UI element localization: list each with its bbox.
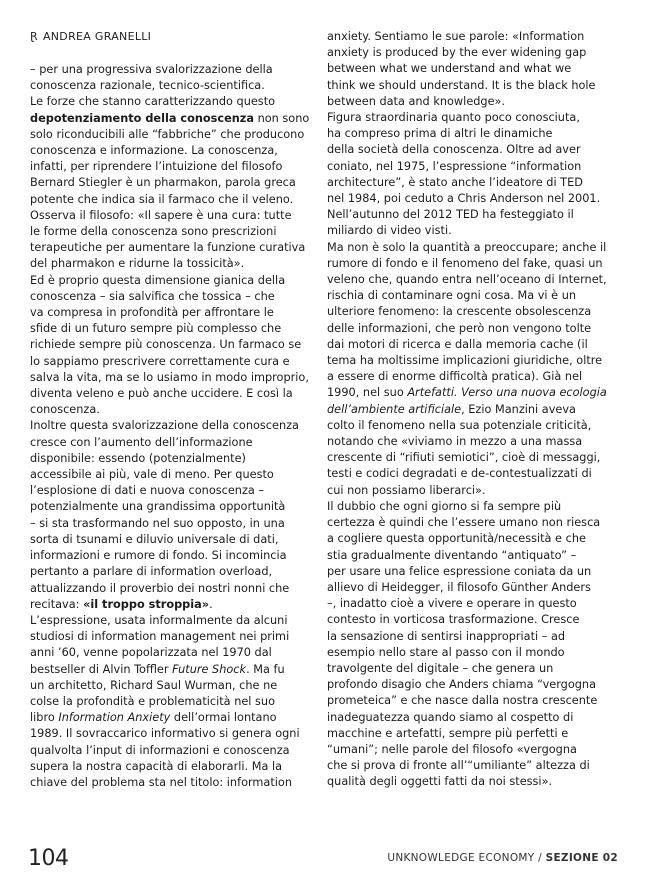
text-line	[30, 127, 316, 143]
text-run: lo sappiamo prescrivere correttamente cura e	[30, 354, 290, 368]
text-line	[327, 499, 619, 515]
text-run: va compresa in profondità per affrontare le	[30, 306, 274, 320]
text-run: anni ’60, venne popolarizzata nel 1970 dal	[30, 646, 272, 660]
text-run: Inoltre questa svalorizzazione della conoscenza	[30, 419, 299, 433]
text-line	[30, 256, 316, 272]
text-run: conoscenza e informazione. La conoscenza,	[30, 144, 278, 158]
text-line	[30, 532, 316, 548]
text-run: Osserva il filosofo: «Il sapere è una cura: tutte	[30, 208, 292, 222]
text-run: salva la vita, ma se lo usiamo in modo improprio,	[30, 370, 309, 384]
text-run: libro	[30, 711, 59, 725]
text-line	[327, 580, 619, 596]
text-line	[30, 743, 316, 759]
text-run: – si sta trasformando nel suo opposto, in una	[30, 516, 285, 530]
text-line	[30, 678, 316, 694]
text-run: attualizzando il proverbio dei nostri nonni che	[30, 581, 290, 595]
text-line	[327, 29, 619, 45]
text-run: colse la profondità e problematicità nel suo	[30, 694, 275, 708]
text-line	[327, 450, 619, 466]
text-line	[30, 386, 316, 402]
text-line	[327, 175, 619, 191]
text-run: Ed è proprio questa dimensione gianica della	[30, 273, 286, 287]
text-run: Nell’autunno del 2012 TED ha festeggiato il	[327, 208, 574, 222]
text-line	[30, 159, 316, 175]
text-line	[30, 321, 316, 337]
text-line	[30, 78, 316, 94]
text-run: informazioni e rumore di fondo. Si incomincia	[30, 549, 287, 563]
text-run: anxiety is produced by the ever widening gap	[327, 46, 587, 60]
text-run: 1990, nel suo	[327, 386, 408, 400]
text-line	[327, 774, 619, 790]
text-line	[327, 191, 619, 207]
text-line	[30, 759, 316, 775]
text-line	[327, 272, 619, 288]
text-line	[30, 418, 316, 434]
text-line	[30, 694, 316, 710]
text-line	[327, 159, 619, 175]
text-run: della società della conoscenza. Oltre ad aver	[327, 143, 581, 157]
italic-text: dell’ambiente artificiale	[327, 402, 462, 416]
text-line	[30, 645, 316, 661]
text-line	[327, 434, 619, 450]
text-run: dell’ormai lontano	[170, 711, 277, 725]
text-run: per usare una felice espressione coniata da un	[327, 564, 592, 578]
text-line	[30, 94, 316, 110]
text-run: Le forze che stanno caratterizzando questo	[30, 95, 276, 109]
text-run: qualità degli oggetti fatti da noi stessi».	[327, 775, 553, 789]
text-line	[30, 516, 316, 532]
text-line	[327, 515, 619, 531]
running-footer	[387, 852, 618, 864]
text-run: bestseller di Alvin Toffler	[30, 662, 173, 676]
text-line	[327, 61, 619, 77]
section-label: SEZIONE 02	[545, 852, 618, 864]
text-run: tema ha moltissime implicazioni giuridiche, oltre	[327, 354, 603, 368]
text-run: Il dubbio che ogni giorno si fa sempre più	[327, 499, 562, 513]
text-line	[327, 596, 619, 612]
text-run: conoscenza.	[30, 403, 100, 417]
text-run: che si prova di fronte all’“umiliante” altezza di	[327, 759, 590, 773]
text-line	[327, 742, 619, 758]
text-run: 1989. Il sovraccarico informativo si genera ogni	[30, 727, 300, 741]
text-line	[327, 402, 619, 418]
text-run: diventa veleno e può anche uccidere. E così la	[30, 387, 293, 401]
italic-text: Future Shock	[172, 662, 247, 676]
text-line	[30, 240, 316, 256]
text-run: – per una progressiva svalorizzazione della	[30, 63, 273, 76]
text-run: “umani”; nelle parole del filosofo «vergogna	[327, 742, 577, 756]
text-run: disponibile: essendo (potenzialmente)	[30, 451, 246, 465]
bold-text: «il troppo stroppia»	[83, 597, 210, 611]
text-run: between what we understand and what we	[327, 62, 572, 76]
text-line	[327, 110, 619, 126]
text-line	[327, 645, 619, 661]
italic-text: Artefatti. Verso una nuova ecologia	[407, 386, 607, 400]
text-run: esempio nello stare al passo con il mondo	[327, 645, 565, 659]
text-line	[30, 581, 316, 597]
text-run: profondo disagio che Anders chiama “vergogna	[327, 678, 596, 692]
text-line	[30, 111, 316, 127]
text-run: miliardo di video visti.	[327, 224, 452, 238]
text-line	[30, 451, 316, 467]
page-number: 104	[28, 846, 69, 871]
text-run: terapeutiche per aumentare la funzione curativa	[30, 241, 306, 255]
text-line	[327, 466, 619, 482]
text-run: –, inadatto cioè a vivere e operare in questo	[327, 597, 577, 611]
text-run: Ma non è solo la quantità a preoccupare; anche il	[327, 240, 607, 254]
author-name: ANDREA GRANELLI	[42, 30, 152, 43]
text-run: stia gradualmente diventando “antiquato” –	[327, 548, 577, 562]
text-line	[30, 305, 316, 321]
text-run: chiave del problema sta nel titolo: information	[30, 775, 292, 789]
text-run: coniato, nel 1975, l’espressione “information	[327, 159, 582, 173]
text-run: notando che «viviamo in mezzo a una massa	[327, 435, 583, 449]
text-run: between data and knowledge».	[327, 94, 506, 108]
text-line	[30, 208, 316, 224]
text-run: delle informazioni, che però non vengono tolte	[327, 321, 592, 335]
text-line	[327, 78, 619, 94]
text-run: macchine e artefatti, sempre più perfetti e	[327, 726, 569, 740]
text-line	[30, 629, 316, 645]
text-run: prometeica” e che nasce dalla nostra crescente	[327, 694, 598, 708]
text-line	[30, 224, 316, 240]
text-line	[327, 548, 619, 564]
text-line	[30, 370, 316, 386]
text-line	[327, 321, 619, 337]
text-run: qualvolta l’input di informazioni e conoscenza	[30, 743, 290, 757]
text-line	[30, 548, 316, 564]
text-line	[30, 289, 316, 305]
text-line	[327, 677, 619, 693]
text-run: nel 1984, poi ceduto a Chris Anderson nel 2001.	[327, 192, 601, 206]
text-line	[30, 499, 316, 515]
text-run: allievo di Heidegger, il filosofo Günther Anders	[327, 580, 591, 594]
text-line	[327, 564, 619, 580]
text-line	[30, 273, 316, 289]
text-run: solo riconducibili alle “fabbriche” che producono	[30, 127, 305, 141]
text-line	[327, 337, 619, 353]
text-run: non sono	[253, 111, 310, 125]
text-line	[327, 353, 619, 369]
text-run: sfide di un futuro sempre più complesso che	[30, 322, 282, 336]
text-run: a cogliere questa opportunità/necessità e che	[327, 532, 586, 546]
text-line	[30, 354, 316, 370]
text-line	[30, 613, 316, 629]
text-line	[327, 142, 619, 158]
text-run: infatti, per riprendere l’intuizione del filosofo	[30, 160, 283, 174]
text-run: del pharmakon e ridurne la tossicità».	[30, 257, 245, 271]
text-run: cresce con l’aumento dell’informazione	[30, 435, 253, 449]
text-run: . Ma fu	[246, 662, 285, 676]
running-header	[30, 30, 151, 43]
text-run: ulteriore fenomeno: la crescente obsolescenza	[327, 305, 592, 319]
text-run: a essere di enorme difficoltà pratica). Già nel	[327, 370, 583, 384]
text-line	[327, 483, 619, 499]
text-line	[327, 126, 619, 142]
text-run: richiede sempre più conoscenza. Un farmaco se	[30, 338, 302, 352]
text-line	[30, 143, 316, 159]
text-line	[327, 612, 619, 628]
text-run: ha compreso prima di altri le dinamiche	[327, 127, 553, 141]
text-run: colto il fenomeno nella sua potenziale criticità,	[327, 418, 592, 432]
text-line	[327, 629, 619, 645]
text-line	[327, 223, 619, 239]
right-text-column	[327, 29, 619, 791]
text-run: dai motori di ricerca e dalla memoria cache (il	[327, 337, 588, 351]
text-line	[30, 710, 316, 726]
text-run: testi e codici degradati e de-contestualizzati di	[327, 467, 592, 481]
text-run: veleno che, quando entra nell’oceano di Internet,	[327, 273, 607, 287]
text-run: inadeguatezza quando siamo al cospetto di	[327, 710, 574, 724]
text-run: anxiety. Sentiamo le sue parole: «Information	[327, 30, 585, 43]
text-line	[327, 693, 619, 709]
bold-text: depotenziamento della conoscenza	[30, 111, 254, 125]
text-run: recitava:	[30, 597, 84, 611]
text-line	[327, 758, 619, 774]
text-line	[327, 288, 619, 304]
text-run: potente che indica sia il farmaco che il veleno.	[30, 192, 294, 206]
text-line	[30, 662, 316, 678]
running-title: UNKNOWLEDGE ECONOMY /	[387, 852, 542, 864]
text-line	[30, 435, 316, 451]
text-run: pertanto a parlare di information overload,	[30, 565, 273, 579]
text-run: l’esplosione di dati e nuova conoscenza –	[30, 484, 265, 498]
text-run: Bernard Stiegler è un pharmakon, parola greca	[30, 176, 296, 190]
text-line	[327, 531, 619, 547]
text-run: , Ezio Manzini aveva	[461, 402, 576, 416]
text-line	[327, 385, 619, 401]
text-line	[30, 337, 316, 353]
text-line	[30, 775, 316, 791]
text-run: cui non possiamo liberarci».	[327, 483, 486, 497]
text-line	[327, 207, 619, 223]
text-run: studiosi di information management nei primi	[30, 630, 290, 644]
text-run: .	[209, 597, 213, 611]
text-run: contesto in vorticosa trasformazione. Cresce	[327, 613, 580, 627]
text-line	[30, 726, 316, 742]
text-run: L’espressione, usata informalmente da alcuni	[30, 613, 288, 627]
text-run: la sensazione di sentirsi inappropriati – ad	[327, 629, 566, 643]
text-line	[30, 175, 316, 191]
text-run: Figura straordinaria quanto poco conosciuta,	[327, 111, 580, 125]
text-run: supera la nostra capacità di elaborarli. Ma la	[30, 759, 283, 773]
text-line	[30, 597, 316, 613]
text-line	[327, 710, 619, 726]
text-line	[30, 402, 316, 418]
text-line	[30, 467, 316, 483]
text-line	[327, 45, 619, 61]
text-line	[30, 192, 316, 208]
author-mark-icon: Ɽ	[30, 30, 38, 43]
text-line	[327, 726, 619, 742]
text-run: sorta di tsunami e diluvio universale di dati,	[30, 532, 279, 546]
text-line	[30, 62, 316, 78]
text-run: rischia di contaminare ogni cosa. Ma vi è un	[327, 289, 577, 303]
text-run: le forme della conoscenza sono prescrizioni	[30, 225, 277, 239]
text-line	[327, 304, 619, 320]
text-run: rumore di fondo e il fenomeno del fake, quasi un	[327, 256, 603, 270]
text-line	[327, 661, 619, 677]
text-run: architecture”, è stato anche l’ideatore di TED	[327, 175, 583, 189]
text-line	[327, 418, 619, 434]
text-run: travolgente del digitale – che genera un	[327, 661, 554, 675]
text-line	[30, 564, 316, 580]
text-run: think we should understand. It is the black hole	[327, 78, 596, 92]
text-run: conoscenza – sia salvifica che tossica – che	[30, 289, 275, 303]
text-run: certezza è quindi che l’essere umano non riesca	[327, 516, 601, 530]
text-run: conoscenza razionale, tecnico-scientifica.	[30, 79, 265, 93]
italic-text: Information Anxiety	[58, 711, 171, 725]
text-line	[327, 94, 619, 110]
text-run: un architetto, Richard Saul Wurman, che ne	[30, 678, 278, 692]
left-text-column	[30, 62, 316, 791]
text-line	[327, 256, 619, 272]
text-line	[327, 369, 619, 385]
text-run: potenzialmente una grandissima opportunità	[30, 500, 286, 514]
text-run: crescente di “rifiuti semiotici”, cioè di messaggi,	[327, 451, 601, 465]
text-line	[30, 483, 316, 499]
text-line	[327, 240, 619, 256]
text-run: accessibile ai più, vale di meno. Per questo	[30, 468, 274, 482]
